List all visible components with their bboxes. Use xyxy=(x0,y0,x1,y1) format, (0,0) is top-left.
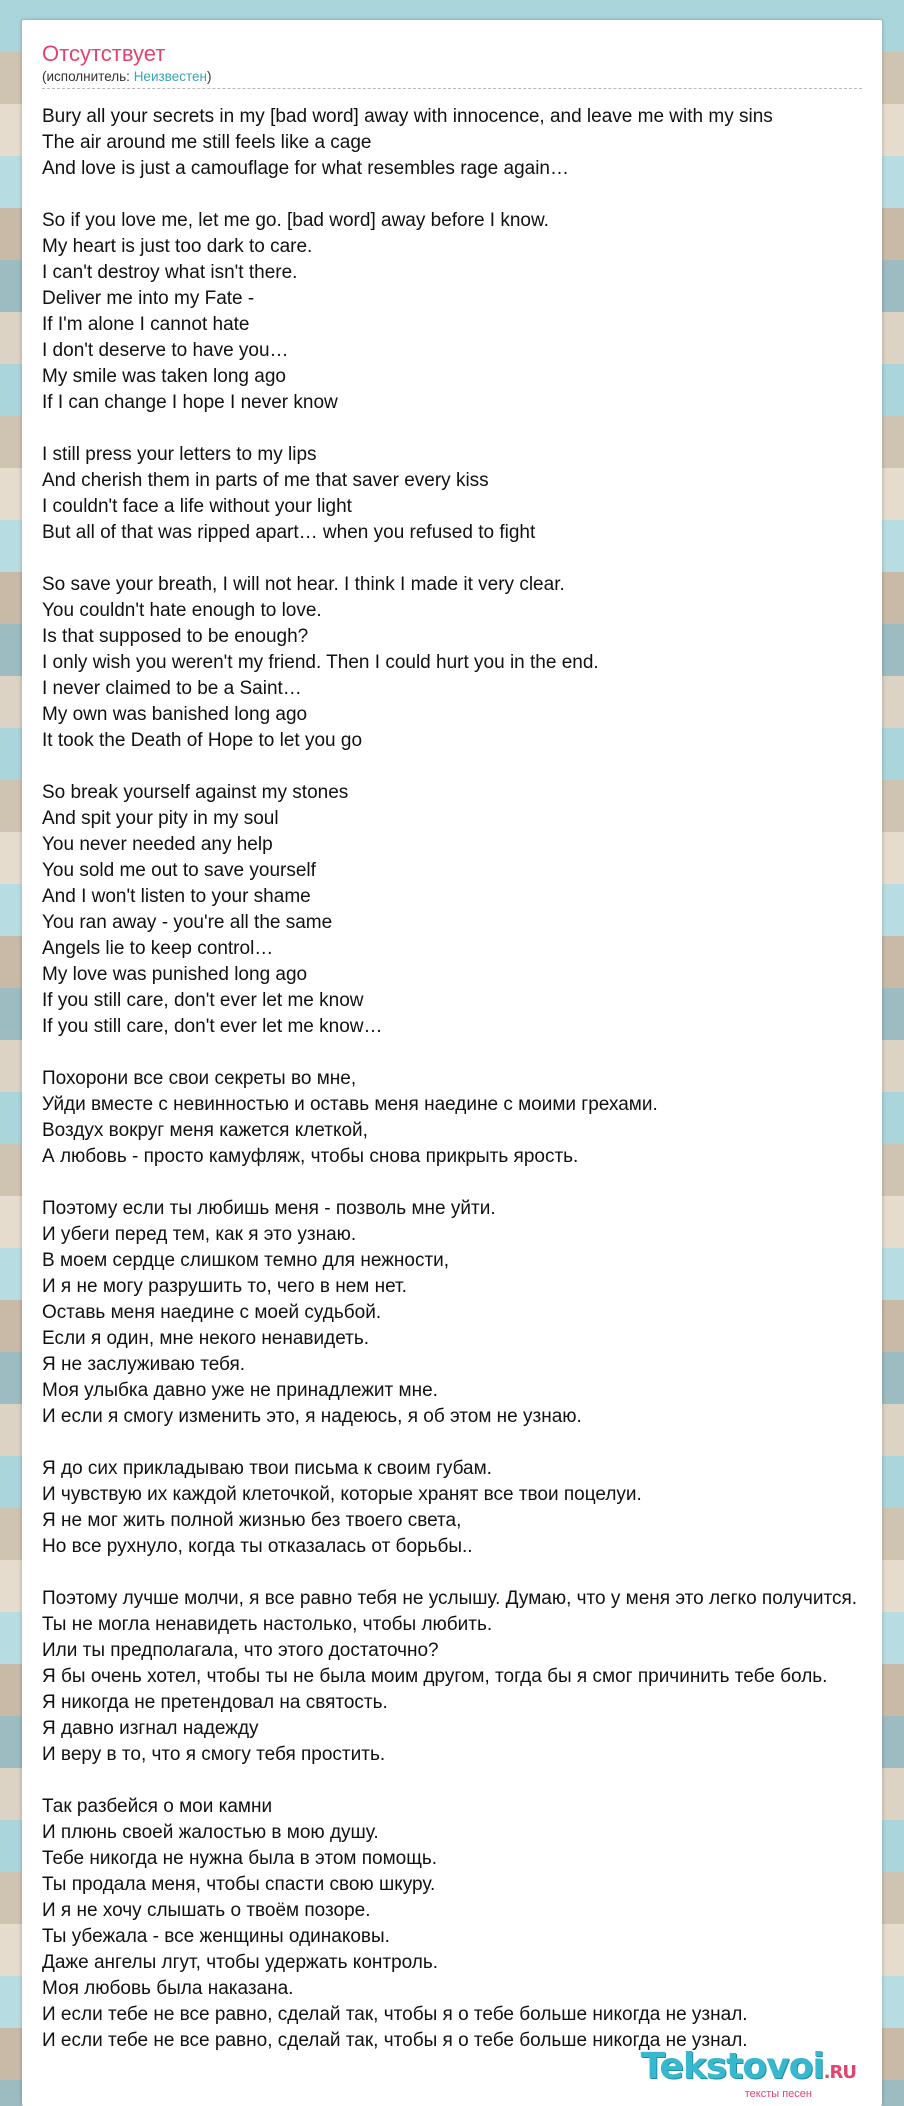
lyric-line: И я не могу разрушить то, чего в нем нет. xyxy=(42,1276,407,1297)
lyric-line: Поэтому если ты любишь меня - позволь мне уйти. xyxy=(42,1198,496,1219)
lyric-line: Уйди вместе с невинностью и оставь меня наедине с моими грехами. xyxy=(42,1094,658,1115)
lyric-line: And spit your pity in my soul xyxy=(42,808,279,829)
lyric-line: И убеги перед тем, как я это узнаю. xyxy=(42,1224,357,1245)
lyric-line: I never claimed to be a Saint… xyxy=(42,678,302,699)
lyric-line: Но все рухнуло, когда ты отказалась от борьбы.. xyxy=(42,1536,473,1557)
logo-word: Tekstovoi xyxy=(640,2046,824,2087)
verse xyxy=(42,780,902,1040)
lyric-line: Тебе никогда не нужна была в этом помощь. xyxy=(42,1848,438,1869)
lyric-line: Воздух вокруг меня кажется клеткой, xyxy=(42,1120,368,1141)
lyric-line: И я не хочу слышать о твоём позоре. xyxy=(42,1900,371,1921)
lyric-line: My own was banished long ago xyxy=(42,704,308,725)
verse xyxy=(42,1794,902,2054)
lyric-line: Поэтому лучше молчи, я все равно тебя не услышу. Думаю, что у меня это легко получится. xyxy=(42,1588,858,1609)
lyric-line: И если тебе не все равно, сделай так, чтобы я о тебе больше никогда не узнал. xyxy=(42,2004,748,2025)
lyric-line: I can't destroy what isn't there. xyxy=(42,262,298,283)
lyric-line: И если тебе не все равно, сделай так, чтобы я о тебе больше никогда не узнал. xyxy=(42,2030,748,2051)
lyric-line: Ты убежала - все женщины одинаковы. xyxy=(42,1926,390,1947)
lyric-line: Оставь меня наедине с моей судьбой. xyxy=(42,1302,382,1323)
verse xyxy=(42,1456,902,1560)
lyric-line: Моя любовь была наказана. xyxy=(42,1978,294,1999)
lyric-line: I only wish you weren't my friend. Then I could hurt you in the end. xyxy=(42,652,599,673)
lyric-line: И если я смогу изменить это, я надеюсь, я об этом не узнаю. xyxy=(42,1406,582,1427)
lyric-line: Я давно изгнал надежду xyxy=(42,1718,259,1739)
lyric-line: So break yourself against my stones xyxy=(42,782,349,803)
artist-prefix: (исполнитель: xyxy=(42,69,134,84)
lyric-line: А любовь - просто камуфляж, чтобы снова прикрыть ярость. xyxy=(42,1146,579,1167)
lyric-line: I still press your letters to my lips xyxy=(42,444,317,465)
lyric-line: Ты продала меня, чтобы спасти свою шкуру. xyxy=(42,1874,436,1895)
verse xyxy=(42,572,902,754)
lyric-line: Is that supposed to be enough? xyxy=(42,626,309,647)
lyric-line: И веру в то, что я смогу тебя простить. xyxy=(42,1744,386,1765)
lyric-line: Bury all your secrets in my [bad word] away with innocence, and leave me with my sins xyxy=(42,106,773,127)
lyric-line: If you still care, don't ever let me know xyxy=(42,990,364,1011)
lyric-line: My smile was taken long ago xyxy=(42,366,286,387)
song-header xyxy=(42,40,862,89)
lyric-line: Я до сих прикладываю твои письма к своим губам. xyxy=(42,1458,492,1479)
logo-wordmark xyxy=(641,2048,856,2092)
lyric-line: You sold me out to save yourself xyxy=(42,860,316,881)
verse xyxy=(42,442,902,546)
lyric-line: Ты не могла ненавидеть настолько, чтобы любить. xyxy=(42,1614,493,1635)
site-logo[interactable] xyxy=(641,2048,856,2100)
lyric-line: My love was punished long ago xyxy=(42,964,308,985)
lyric-line: Если я один, мне некого ненавидеть. xyxy=(42,1328,370,1349)
lyric-line: You never needed any help xyxy=(42,834,273,855)
lyric-line: My heart is just too dark to care. xyxy=(42,236,313,257)
lyric-line: Похорони все свои секреты во мне, xyxy=(42,1068,357,1089)
lyric-line: Так разбейся о мои камни xyxy=(42,1796,273,1817)
verse xyxy=(42,208,902,416)
logo-tagline: тексты песен xyxy=(744,2088,812,2100)
lyric-line: If I'm alone I cannot hate xyxy=(42,314,250,335)
lyric-line: I couldn't face a life without your light xyxy=(42,496,352,517)
song-title: Отсутствует xyxy=(42,41,166,66)
artist-line xyxy=(42,68,862,86)
verse xyxy=(42,1196,902,1430)
lyric-line: You ran away - you're all the same xyxy=(42,912,333,933)
lyric-line: В моем сердце слишком темно для нежности, xyxy=(42,1250,450,1271)
lyrics-body xyxy=(42,104,902,2080)
lyric-line: Я не заслуживаю тебя. xyxy=(42,1354,246,1375)
lyric-line: And cherish them in parts of me that saver every kiss xyxy=(42,470,489,491)
lyric-line: Deliver me into my Fate - xyxy=(42,288,255,309)
lyric-line: Даже ангелы лгут, чтобы удержать контроль. xyxy=(42,1952,439,1973)
lyric-line: Я не мог жить полной жизнью без твоего света, xyxy=(42,1510,462,1531)
lyrics-card xyxy=(22,20,882,2106)
lyric-line: The air around me still feels like a cage xyxy=(42,132,372,153)
lyric-line: If I can change I hope I never know xyxy=(42,392,338,413)
verse xyxy=(42,1586,902,1768)
lyric-line: Я никогда не претендовал на святость. xyxy=(42,1692,388,1713)
lyric-line: But all of that was ripped apart… when you refused to fight xyxy=(42,522,536,543)
lyric-line: And love is just a camouflage for what resembles rage again… xyxy=(42,158,569,179)
lyric-line: Или ты предполагала, что этого достаточно? xyxy=(42,1640,439,1661)
lyric-line: Я бы очень хотел, чтобы ты не была моим другом, тогда бы я смог причинить тебе боль. xyxy=(42,1666,828,1687)
lyric-line: If you still care, don't ever let me know… xyxy=(42,1016,383,1037)
logo-tld: .RU xyxy=(823,2062,856,2083)
lyric-line: So if you love me, let me go. [bad word] away before I know. xyxy=(42,210,549,231)
artist-link[interactable]: Неизвестен xyxy=(133,69,207,84)
lyric-line: It took the Death of Hope to let you go xyxy=(42,730,363,751)
lyric-line: And I won't listen to your shame xyxy=(42,886,311,907)
verse xyxy=(42,1066,902,1170)
verse xyxy=(42,104,902,182)
lyric-line: I don't deserve to have you… xyxy=(42,340,289,361)
lyric-line: Моя улыбка давно уже не принадлежит мне. xyxy=(42,1380,438,1401)
lyric-line: So save your breath, I will not hear. I think I made it very clear. xyxy=(42,574,565,595)
lyric-line: Angels lie to keep control… xyxy=(42,938,274,959)
lyric-line: И плюнь своей жалостью в мою душу. xyxy=(42,1822,379,1843)
artist-suffix: ) xyxy=(206,69,212,84)
lyric-line: You couldn't hate enough to love. xyxy=(42,600,322,621)
lyric-line: И чувствую их каждой клеточкой, которые хранят все твои поцелуи. xyxy=(42,1484,642,1505)
